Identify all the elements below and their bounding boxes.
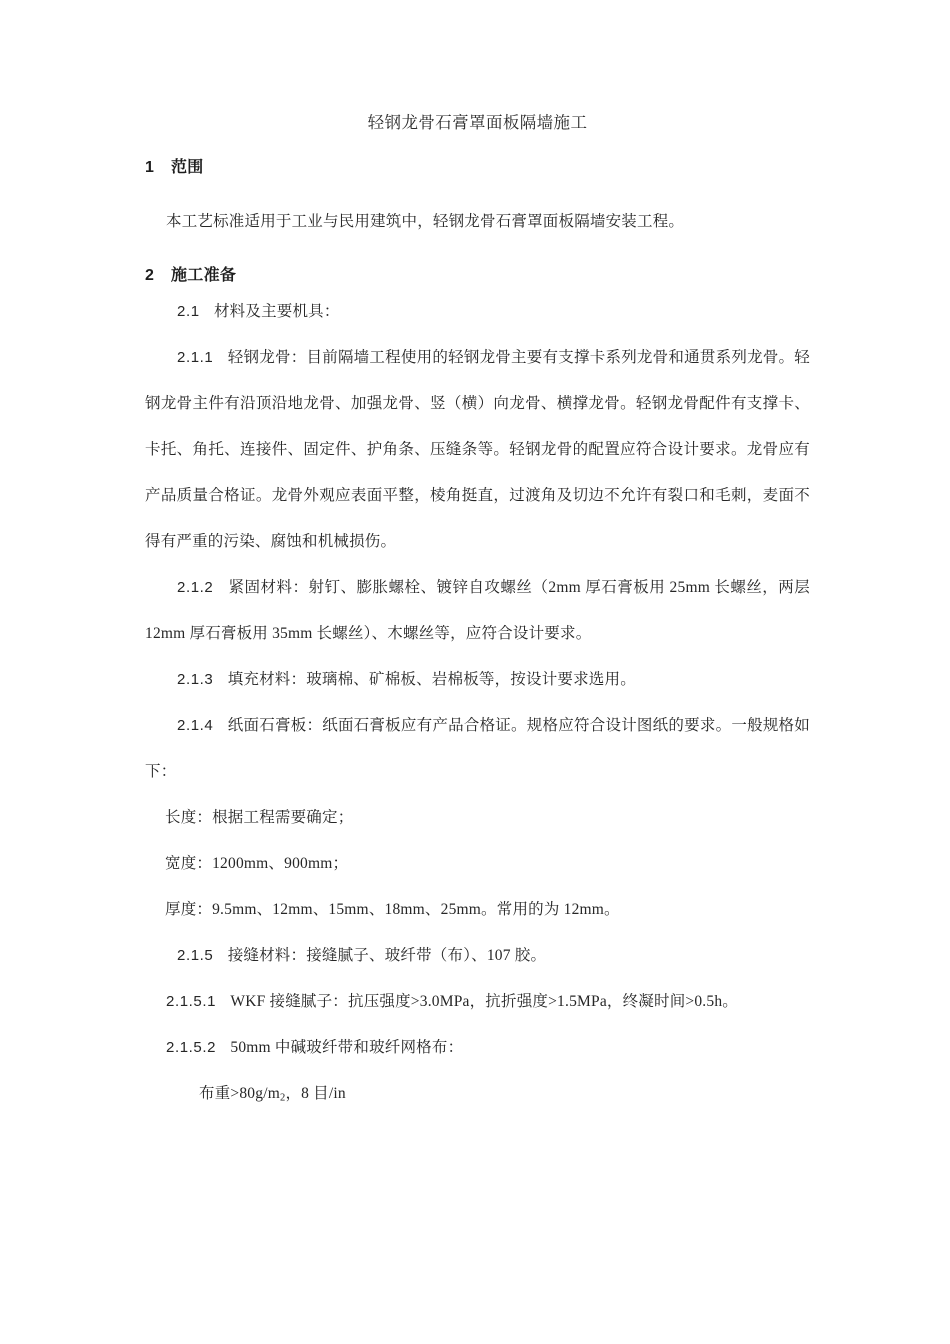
text-2-1-5: 接缝材料：接缝腻子、玻纤带（布）、107 胶。: [227, 947, 547, 964]
text-2-1-1: 轻钢龙骨：目前隔墙工程使用的轻钢龙骨主要有支撑卡系列龙骨和通贯系列龙骨。轻钢龙骨主件有沿顶沿地龙骨、加强龙骨、竖（横）向龙骨、横撑龙骨。轻钢龙骨配件有支撑卡、卡托、角托、连接件、固定件、护角条、压缝条等。轻钢龙骨的配置应符合设计要求。龙骨应有产品质量合格证。龙骨外观应表面平整，棱角挺直，过渡角及切边不允许有裂口和毛刺，麦面不得有严重的污染、腐蚀和机械损伤。: [145, 349, 810, 550]
paragraph-2-1-5-2: [145, 1025, 810, 1071]
heading-section-2-label: 施工准备: [171, 267, 237, 284]
paragraph-2-1-5-1: [145, 979, 810, 1025]
paragraph-scope: 本工艺标准适用于工业与民用建筑中，轻钢龙骨石膏罩面板隔墙安装工程。: [166, 213, 685, 230]
paragraph-2-1-2: [145, 565, 810, 657]
text-2-1-3: 填充材料：玻璃棉、矿棉板、岩棉板等，按设计要求选用。: [227, 671, 636, 688]
text-2-1-5-2: 50mm 中碱玻纤带和玻纤网格布：: [230, 1039, 464, 1056]
paragraph-2-1-3: [145, 657, 810, 703]
label-2-1-2: 2.1.2: [177, 579, 214, 596]
text-2-1-4: 纸面石膏板：纸面石膏板应有产品合格证。规格应符合设计图纸的要求。一般规格如下：: [145, 717, 810, 780]
label-2-1-3: 2.1.3: [177, 671, 214, 688]
page-title: 轻钢龙骨石膏罩面板隔墙施工: [367, 113, 588, 132]
spec-fabric-weight-subscript: 2: [279, 1092, 286, 1104]
label-2-1-5-1: 2.1.5.1: [166, 993, 217, 1010]
spec-fabric-weight-suffix: ，8 目/in: [285, 1085, 346, 1102]
text-2-1-5-1: WKF 接缝腻子：抗压强度>3.0MPa，抗折强度>1.5MPa，终凝时间>0.5h。: [230, 993, 738, 1010]
paragraph-2-1: [145, 289, 810, 335]
spec-fabric-weight: [145, 1071, 810, 1121]
label-2-1-5: 2.1.5: [177, 947, 214, 964]
heading-section-2-number: 2: [145, 267, 155, 284]
text-2-1-2: 紧固材料：射钉、膨胀螺栓、镀锌自攻螺丝（2mm 厚石膏板用 25mm 长螺丝，两层 12mm 厚石膏板用 35mm 长螺丝）、木螺丝等，应符合设计要求。: [145, 579, 810, 642]
text-2-1: 材料及主要机具：: [213, 303, 340, 320]
label-2-1-5-2: 2.1.5.2: [166, 1039, 217, 1056]
spec-fabric-weight-prefix: 布重>80g/m: [199, 1085, 280, 1102]
paragraph-2-1-4: [145, 703, 810, 795]
spec-width: 宽度：1200mm、900mm；: [165, 855, 349, 872]
paragraph-2-1-1: [145, 335, 810, 565]
heading-section-1-label: 范围: [171, 159, 204, 176]
heading-section-1: [145, 155, 810, 181]
spec-thickness: 厚度：9.5mm、12mm、15mm、18mm、25mm。常用的为 12mm。: [165, 901, 620, 918]
heading-section-1-number: 1: [145, 159, 155, 176]
paragraph-2-1-5: [145, 933, 810, 979]
spec-length: 长度：根据工程需要确定；: [165, 809, 354, 826]
label-2-1-1: 2.1.1: [177, 349, 214, 366]
label-2-1: 2.1: [177, 303, 200, 320]
heading-section-2: [145, 263, 810, 289]
label-2-1-4: 2.1.4: [177, 717, 214, 734]
document-body: [145, 110, 810, 1121]
